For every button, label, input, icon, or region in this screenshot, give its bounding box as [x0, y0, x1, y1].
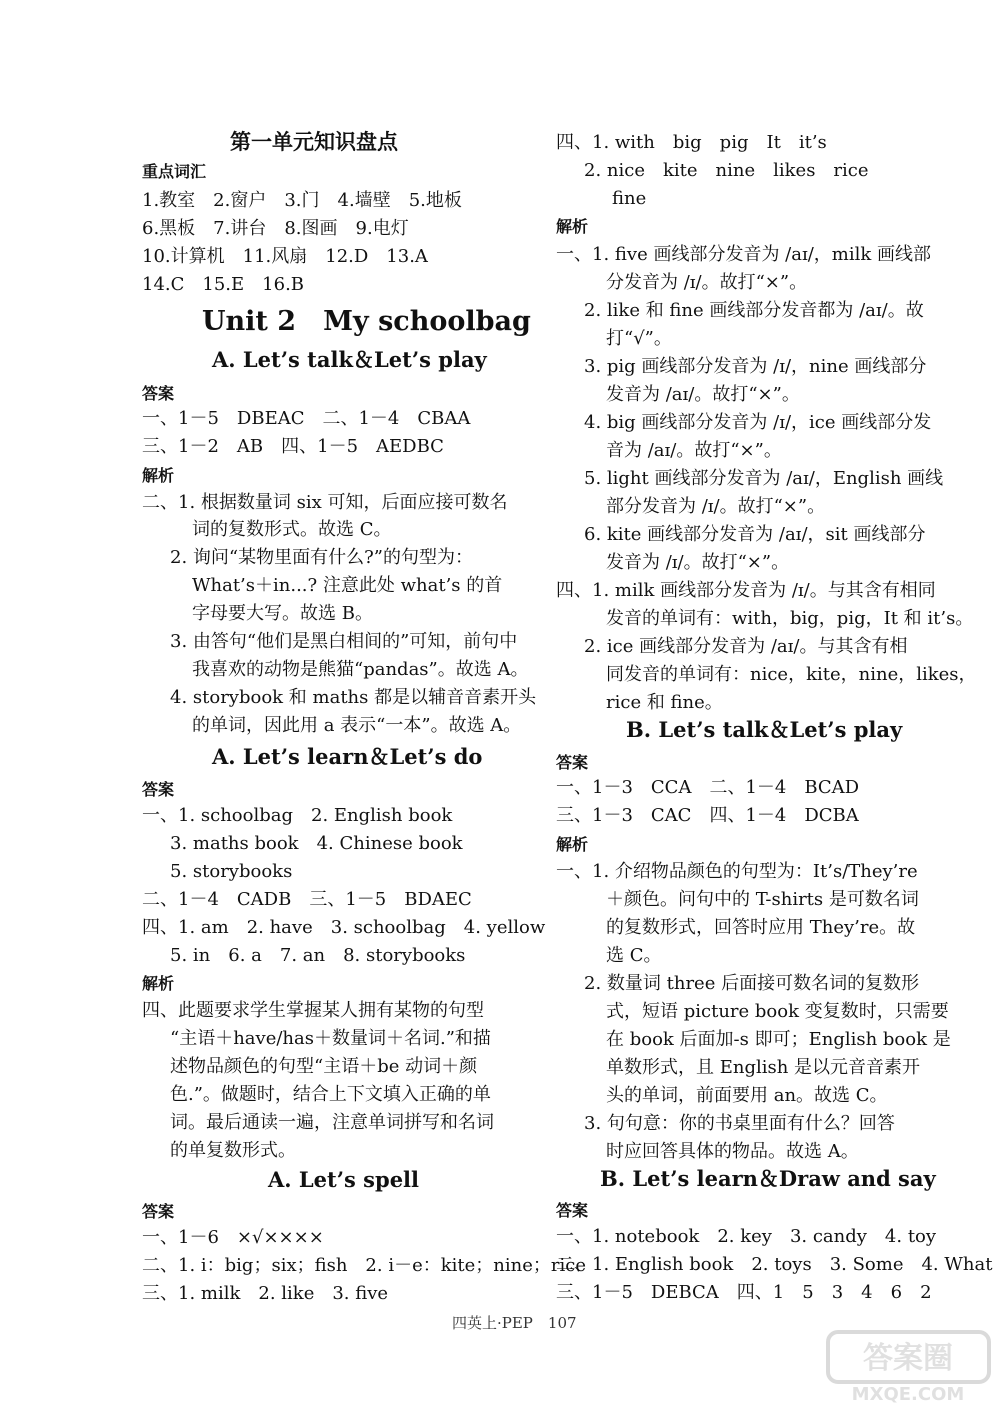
answer-line: 四、1. am 2. have 3. schoolbag 4. yellow [142, 917, 546, 938]
answer-line: 5. in 6. a 7. an 8. storybooks [170, 945, 466, 966]
analysis-label: 解析 [556, 835, 589, 854]
vocab-line: 6.黑板 7.讲台 8.图画 9.电灯 [142, 218, 409, 239]
answer-line: 三、1. milk 2. like 3. five [142, 1283, 389, 1304]
answer-line: 三、1－5 DEBCA 四、1 5 3 4 6 2 [556, 1282, 932, 1303]
analysis-line: 词的复数形式。故选 C。 [192, 519, 392, 540]
analysis-line: ＋颜色。问句中的 T-shirts 是可数名词 [606, 889, 919, 910]
section-title: B. Let’s learn＆Draw and say [600, 1166, 936, 1191]
analysis-line: What’s＋in...? 注意此处 what’s 的首 [192, 575, 503, 596]
analysis-line: 音为 /aɪ/。故打“×”。 [606, 440, 782, 461]
svg-text:MXQE.COM: MXQE.COM [851, 1384, 965, 1404]
analysis-line: 发音为 /ɪ/。故打“×”。 [606, 552, 790, 573]
answer-label: 答案 [142, 384, 175, 403]
analysis-line: 2. 询问“某物里面有什么?”的句型为： [170, 547, 473, 568]
answer-line: 二、1－4 CADB 三、1－5 BDAEC [142, 889, 472, 910]
analysis-line: 头的单词，前面要用 an。故选 C。 [606, 1085, 888, 1106]
analysis-label: 解析 [142, 466, 175, 485]
analysis-line: 部分发音为 /ɪ/。故打“×”。 [606, 496, 826, 517]
answer-line: 一、1－3 CCA 二、1－4 BCAD [556, 777, 860, 798]
analysis-label: 解析 [142, 974, 175, 993]
analysis-line: 二、1. 根据数量词 six 可知，后面应接可数名 [142, 492, 508, 513]
vocab-line: 14.C 15.E 16.B [142, 274, 305, 295]
answer-label: 答案 [556, 1201, 589, 1220]
analysis-line: 时应回答具体的物品。故选 A。 [606, 1141, 859, 1162]
analysis-line: 2. ice 画线部分发音为 /aɪ/。与其含有相 [584, 636, 908, 657]
analysis-line: 单数形式，且 English 是以元音音素开 [606, 1057, 921, 1078]
analysis-line: 打“√”。 [606, 328, 672, 349]
analysis-line: 的单复数形式。 [170, 1140, 296, 1161]
answer-line: 一、1. notebook 2. key 3. candy 4. toy [556, 1226, 937, 1247]
knowledge-title: 第一单元知识盘点 [230, 130, 398, 154]
answer-line: fine [612, 188, 647, 209]
analysis-line: 5. light 画线部分发音为 /aɪ/，English 画线 [584, 468, 944, 489]
watermark-logo [826, 1330, 991, 1404]
section-title: A. Let’s learn＆Let’s do [212, 744, 483, 769]
answer-line: 四、1. with big pig It it’s [556, 132, 827, 153]
analysis-line: 词。最后通读一遍，注意单词拼写和名词 [170, 1112, 494, 1133]
answer-line: 2. nice kite nine likes rice [584, 160, 869, 181]
answer-label: 答案 [142, 1202, 175, 1221]
analysis-line: 在 book 后面加-s 即可；English book 是 [606, 1029, 951, 1050]
analysis-line: 同发音的单词有：nice，kite，nine，likes， [606, 664, 977, 685]
section-title: A. Let’s spell [268, 1167, 420, 1192]
analysis-line: 选 C。 [606, 945, 662, 966]
analysis-line: 的单词，因此用 a 表示“一本”。故选 A。 [192, 715, 522, 736]
svg-text:答案圈: 答案圈 [863, 1341, 953, 1376]
analysis-line: 的复数形式，回答时应用 They’re。故 [606, 917, 916, 938]
analysis-label: 解析 [556, 217, 589, 236]
analysis-line: 四、此题要求学生掌握某人拥有某物的句型 [142, 1000, 484, 1021]
analysis-line: 一、1. five 画线部分发音为 /aɪ/，milk 画线部 [556, 244, 931, 265]
answer-line: 二、1. i：big；six；fish 2. i－e：kite；nine；rice [142, 1255, 586, 1276]
vocab-line: 10.计算机 11.风扇 12.D 13.A [142, 246, 428, 267]
vocab-line: 1.教室 2.窗户 3.门 4.墙壁 5.地板 [142, 190, 462, 211]
answer-line: 一、1－5 DBEAC 二、1－4 CBAA [142, 408, 471, 429]
analysis-line: “主语＋have/has＋数量词＋名词.”和描 [170, 1028, 491, 1049]
analysis-line: 2. 数量词 three 后面接可数名词的复数形 [584, 973, 920, 994]
analysis-line: 四、1. milk 画线部分发音为 /ɪ/。与其含有相同 [556, 580, 936, 601]
analysis-line: 3. 由答句“他们是黑白相间的”可知，前句中 [170, 631, 518, 652]
analysis-line: 式，短语 picture book 变复数时，只需要 [606, 1001, 949, 1022]
analysis-line: 述物品颜色的句型“主语＋be 动词＋颜 [170, 1056, 478, 1077]
section-title: A. Let’s talk＆Let’s play [212, 347, 487, 372]
analysis-line: 6. kite 画线部分发音为 /aɪ/，sit 画线部分 [584, 524, 926, 545]
answer-line: 二、1. English book 2. toys 3. Some 4. What [556, 1254, 993, 1275]
analysis-line: 发音为 /aɪ/。故打“×”。 [606, 384, 800, 405]
answer-line: 三、1－3 CAC 四、1－4 DCBA [556, 805, 859, 826]
answer-line: 5. storybooks [170, 861, 293, 882]
analysis-line: 2. like 和 fine 画线部分发音都为 /aɪ/。故 [584, 300, 924, 321]
analysis-line: 分发音为 /ɪ/。故打“×”。 [606, 272, 808, 293]
analysis-line: 4. storybook 和 maths 都是以辅音音素开头 [170, 687, 537, 708]
answer-label: 答案 [142, 780, 175, 799]
analysis-line: 3. pig 画线部分发音为 /ɪ/，nine 画线部分 [584, 356, 927, 377]
answer-label: 答案 [556, 753, 589, 772]
section-title: B. Let’s talk＆Let’s play [626, 717, 903, 742]
answer-line: 一、1－6 ×√×××× [142, 1227, 324, 1248]
analysis-line: rice 和 fine。 [606, 692, 723, 713]
analysis-line: 字母要大写。故选 B。 [192, 603, 373, 624]
analysis-line: 4. big 画线部分发音为 /ɪ/，ice 画线部分发 [584, 412, 932, 433]
vocab-label: 重点词汇 [142, 162, 207, 181]
answer-line: 一、1. schoolbag 2. English book [142, 805, 453, 826]
unit-title: Unit 2 My schoolbag [202, 306, 531, 337]
page-footer: 四英上·PEP 107 [452, 1314, 577, 1332]
analysis-line: 发音的单词有：with，big，pig，It 和 it’s。 [606, 608, 974, 629]
analysis-line: 色.”。做题时，结合上下文填入正确的单 [170, 1084, 491, 1105]
answer-line: 3. maths book 4. Chinese book [170, 833, 463, 854]
answer-line: 三、1－2 AB 四、1－5 AEDBC [142, 436, 444, 457]
analysis-line: 3. 句句意：你的书桌里面有什么？回答 [584, 1113, 895, 1134]
analysis-line: 一、1. 介绍物品颜色的句型为：It’s/They’re [556, 861, 918, 882]
analysis-line: 我喜欢的动物是熊猫“pandas”。故选 A。 [192, 659, 529, 680]
